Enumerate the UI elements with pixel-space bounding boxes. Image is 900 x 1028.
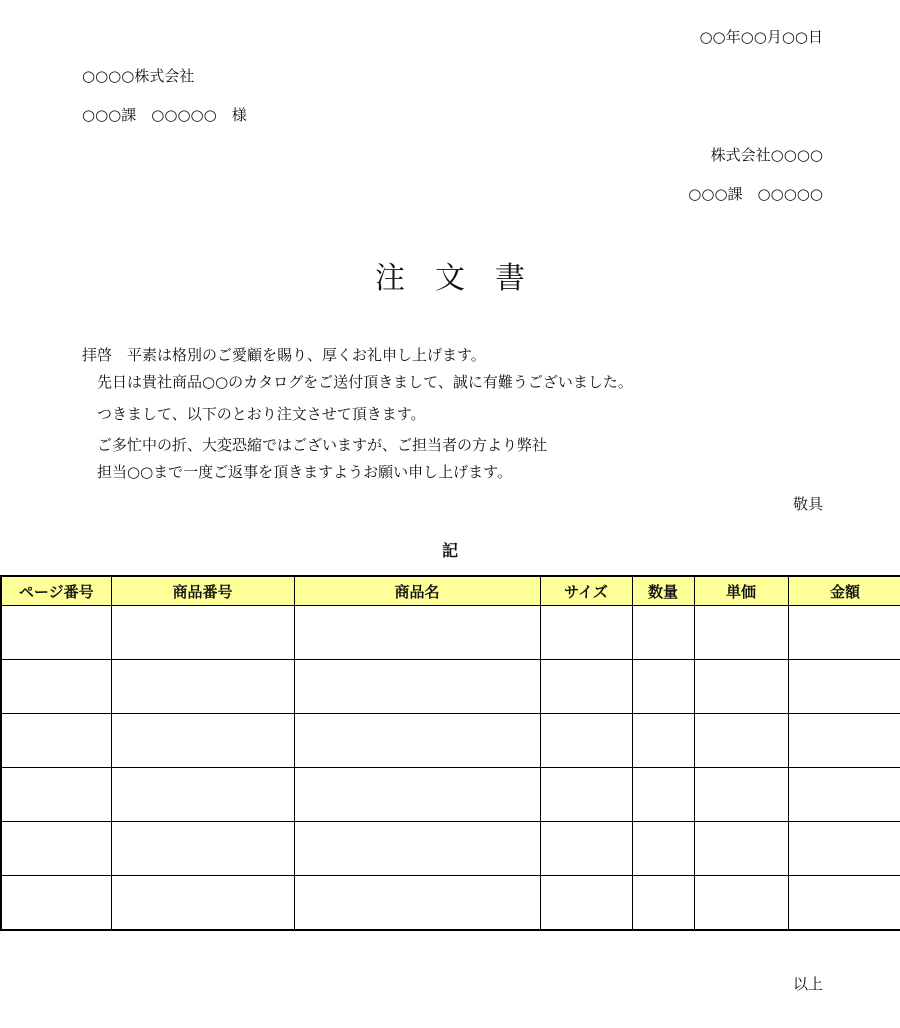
table-cell[interactable] xyxy=(788,606,900,660)
table-cell[interactable] xyxy=(111,606,294,660)
ijou-footer: 以上 xyxy=(792,975,823,993)
table-cell[interactable] xyxy=(694,822,788,876)
col-page-number: ページ番号 xyxy=(1,576,111,606)
closing-keigu: 敬具 xyxy=(792,495,823,513)
table-row xyxy=(1,660,900,714)
table-cell[interactable] xyxy=(111,714,294,768)
document-date: ○○年○○月○○日 xyxy=(699,28,823,46)
table-cell[interactable] xyxy=(540,768,632,822)
table-cell[interactable] xyxy=(294,822,540,876)
table-cell[interactable] xyxy=(694,768,788,822)
table-cell[interactable] xyxy=(540,876,632,931)
table-cell[interactable] xyxy=(111,768,294,822)
recipient-person: ○○○課 ○○○○○ 様 xyxy=(82,106,247,124)
sender-company: 株式会社○○○○ xyxy=(710,146,823,164)
table-cell[interactable] xyxy=(540,660,632,714)
sender-person: ○○○課 ○○○○○ xyxy=(688,185,823,203)
table-cell[interactable] xyxy=(111,660,294,714)
table-cell[interactable] xyxy=(540,714,632,768)
table-cell[interactable] xyxy=(632,714,694,768)
greeting-line: 拝啓 平素は格別のご愛顧を賜り、厚くお礼申し上げます。 xyxy=(82,346,486,364)
table-cell[interactable] xyxy=(294,876,540,931)
table-cell[interactable] xyxy=(788,768,900,822)
table-cell[interactable] xyxy=(111,876,294,931)
table-cell[interactable] xyxy=(1,876,111,931)
table-cell[interactable] xyxy=(788,714,900,768)
table-cell[interactable] xyxy=(540,606,632,660)
table-cell[interactable] xyxy=(1,660,111,714)
body-line-2: 先日は貴社商品○○のカタログをご送付頂きまして、誠に有難うございました。 xyxy=(82,373,633,391)
table-row xyxy=(1,822,900,876)
table-cell[interactable] xyxy=(694,876,788,931)
table-cell[interactable] xyxy=(1,822,111,876)
order-table xyxy=(0,575,900,931)
col-quantity: 数量 xyxy=(632,576,694,606)
table-cell[interactable] xyxy=(632,822,694,876)
table-cell[interactable] xyxy=(632,606,694,660)
table-row xyxy=(1,876,900,931)
table-cell[interactable] xyxy=(111,822,294,876)
recipient-company: ○○○○株式会社 xyxy=(82,67,195,85)
table-row xyxy=(1,768,900,822)
col-size: サイズ xyxy=(540,576,632,606)
table-cell[interactable] xyxy=(540,822,632,876)
table-cell[interactable] xyxy=(788,660,900,714)
body-line-4: ご多忙中の折、大変恐縮ではございますが、ご担当者の方より弊社 xyxy=(82,436,548,454)
table-cell[interactable] xyxy=(632,768,694,822)
table-cell[interactable] xyxy=(294,606,540,660)
table-cell[interactable] xyxy=(632,660,694,714)
col-product-name: 商品名 xyxy=(294,576,540,606)
col-unit-price: 単価 xyxy=(694,576,788,606)
col-product-number: 商品番号 xyxy=(111,576,294,606)
table-row xyxy=(1,606,900,660)
table-cell[interactable] xyxy=(694,606,788,660)
table-cell[interactable] xyxy=(694,714,788,768)
table-cell[interactable] xyxy=(632,876,694,931)
table-row xyxy=(1,714,900,768)
table-cell[interactable] xyxy=(1,768,111,822)
col-amount: 金額 xyxy=(788,576,900,606)
table-cell[interactable] xyxy=(1,714,111,768)
table-cell[interactable] xyxy=(1,606,111,660)
body-line-5: 担当○○まで一度ご返事を頂きますようお願い申し上げます。 xyxy=(82,463,512,481)
table-cell[interactable] xyxy=(788,876,900,931)
table-cell[interactable] xyxy=(294,714,540,768)
table-cell[interactable] xyxy=(788,822,900,876)
ki-label: 記 xyxy=(441,541,458,560)
table-cell[interactable] xyxy=(694,660,788,714)
table-header-row xyxy=(1,576,900,606)
table-cell[interactable] xyxy=(294,660,540,714)
document-title: 注文書 xyxy=(375,261,555,296)
table-cell[interactable] xyxy=(294,768,540,822)
body-line-3: つきまして、以下のとおり注文させて頂きます。 xyxy=(82,405,426,423)
